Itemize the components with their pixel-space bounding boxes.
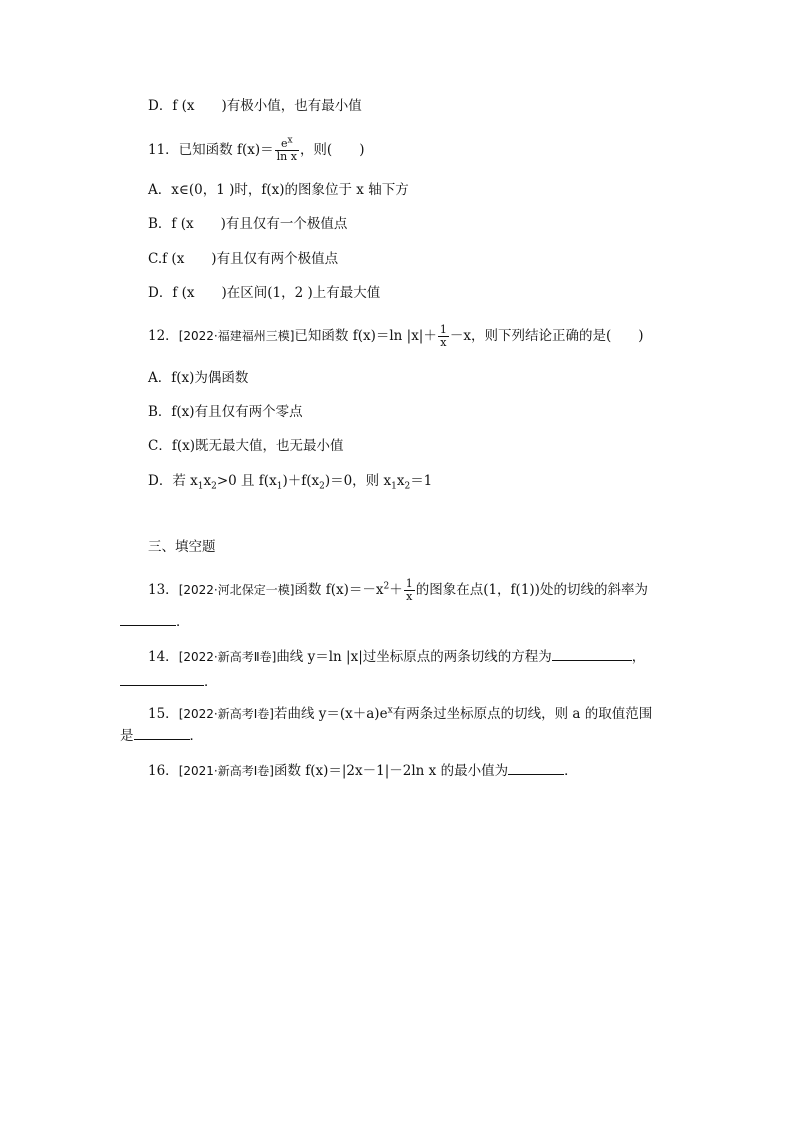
separator: ， xyxy=(631,649,646,665)
question-11-option-c xyxy=(148,249,338,269)
question-14-answer-line xyxy=(120,672,218,692)
question-12-stem xyxy=(148,324,644,349)
subscript: 1 xyxy=(391,481,397,492)
answer-blank[interactable] xyxy=(134,727,190,740)
fraction-denominator: x xyxy=(440,336,447,349)
fraction-numerator: 1 xyxy=(405,577,413,590)
question-10-option-d xyxy=(148,96,362,116)
question-number: 12． xyxy=(148,328,179,344)
answer-blank[interactable] xyxy=(552,648,632,661)
fraction xyxy=(404,578,415,603)
question-11-option-b xyxy=(148,214,347,234)
question-13-stem xyxy=(148,578,648,603)
end-mark: ． xyxy=(204,674,218,690)
stem-text: 有两条过坐标原点的切线，则 a 的取值范围 xyxy=(392,706,653,722)
option-text: A．f(x)为偶函数 xyxy=(148,370,249,386)
question-12-option-c xyxy=(148,436,343,456)
source-tag: [2021·新高考Ⅰ卷] xyxy=(178,764,274,778)
subscript: 2 xyxy=(211,481,217,492)
stem-text: －x，则下列结论正确的是( ) xyxy=(449,328,644,344)
fraction-numerator: 1 xyxy=(439,323,447,336)
question-number: 13． xyxy=(148,582,179,598)
question-12-option-b xyxy=(148,402,303,422)
subscript: 1 xyxy=(197,481,204,492)
source-tag: [2022·河北保定一模] xyxy=(178,583,295,597)
question-number: 15． xyxy=(148,706,179,722)
stem-text: 函数 f(x)＝|2x－1|－2ln x 的最小值为 xyxy=(273,763,509,779)
option-text: )＋f(x xyxy=(282,473,320,489)
option-text: D．f (x )有极小值，也有最小值 xyxy=(148,98,362,114)
source-tag: [2022·福建福州三模] xyxy=(178,329,295,343)
answer-blank[interactable] xyxy=(508,762,564,775)
option-text: D．若 x xyxy=(148,473,198,489)
answer-blank[interactable] xyxy=(120,673,204,686)
question-number: 16． xyxy=(148,763,179,779)
subscript: 2 xyxy=(319,481,325,492)
option-text: >0 且 f(x xyxy=(216,473,277,489)
section-title xyxy=(148,537,216,557)
stem-text: 函数 f(x)＝－x xyxy=(294,582,384,598)
fraction-denominator: x xyxy=(406,590,413,603)
option-text: x xyxy=(396,473,405,489)
question-11-option-a xyxy=(148,180,409,200)
stem-text: 若曲线 y＝(x＋a)e xyxy=(273,706,388,722)
option-text: D．f (x )在区间(1，2 )上有最大值 xyxy=(148,285,381,301)
exponent: 2 xyxy=(383,581,390,592)
stem-text: 是 xyxy=(120,728,134,744)
numerator-text: e xyxy=(280,137,288,150)
fraction xyxy=(438,324,449,349)
source-tag: [2022·新高考Ⅰ卷] xyxy=(178,707,274,721)
question-15-stem xyxy=(148,704,652,724)
subscript: 1 xyxy=(276,481,283,492)
fraction-denominator: ln x xyxy=(276,150,297,163)
subscript: 2 xyxy=(404,481,411,492)
question-11-stem xyxy=(148,135,365,163)
question-12-option-d xyxy=(148,471,432,491)
stem-text: 曲线 y＝ln |x|过坐标原点的两条切线的方程为 xyxy=(276,649,552,665)
option-text: B．f (x )有且仅有一个极值点 xyxy=(148,216,348,232)
option-text: B．f(x)有且仅有两个零点 xyxy=(148,404,303,420)
stem-text: 的图象在点(1，f(1))处的切线的斜率为 xyxy=(415,582,648,598)
stem-text: ＋ xyxy=(389,582,403,598)
end-mark: ． xyxy=(189,728,203,744)
option-text: A．x∈(0，1 )时，f(x)的图象位于 x 轴下方 xyxy=(148,182,409,198)
question-number: 14． xyxy=(148,649,179,665)
stem-text: 已知函数 f(x)＝ln |x|＋ xyxy=(294,328,437,344)
end-mark: ． xyxy=(564,763,578,779)
stem-text: ，则( ) xyxy=(299,142,365,158)
question-14-stem xyxy=(148,647,645,667)
exponent: x xyxy=(387,705,393,716)
question-11-option-d xyxy=(148,283,380,303)
end-mark: ． xyxy=(176,614,190,630)
stem-text: 11．已知函数 f(x)＝ xyxy=(148,142,274,158)
option-text: )＝0，则 x xyxy=(324,473,392,489)
answer-blank[interactable] xyxy=(120,613,176,626)
option-text: ＝1 xyxy=(410,473,433,489)
question-16-stem xyxy=(148,761,578,781)
option-text: C．f(x)既无最大值，也无最小值 xyxy=(148,438,344,454)
source-tag: [2022·新高考Ⅱ卷] xyxy=(178,650,277,664)
exponent: x xyxy=(287,135,293,146)
question-13-answer-line xyxy=(120,612,190,632)
fraction xyxy=(275,135,299,163)
option-text: x xyxy=(203,473,212,489)
question-12-option-a xyxy=(148,368,248,388)
section-heading: 三、填空题 xyxy=(148,539,216,555)
question-15-answer-line xyxy=(120,726,203,746)
option-text: C.f (x )有且仅有两个极值点 xyxy=(148,251,339,267)
